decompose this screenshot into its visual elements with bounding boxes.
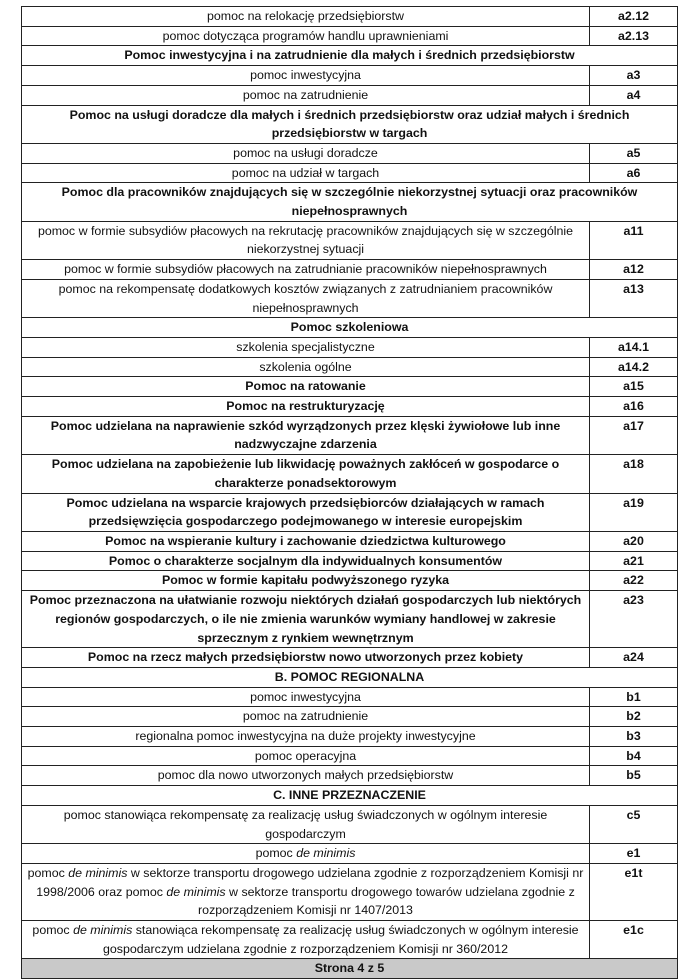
document-page bbox=[21, 6, 677, 979]
aid-description: Pomoc na ratowanie bbox=[22, 377, 590, 397]
aid-description: Pomoc o charakterze socjalnym dla indywidualnych konsumentów bbox=[22, 551, 590, 571]
table-row bbox=[22, 85, 678, 105]
aid-code: e1t bbox=[590, 863, 678, 920]
table-row bbox=[22, 531, 678, 551]
aid-description: pomoc dotycząca programów handlu uprawnieniami bbox=[22, 26, 590, 46]
table-row bbox=[22, 493, 678, 531]
table-row bbox=[22, 571, 678, 591]
section-header: Pomoc szkoleniowa bbox=[22, 318, 678, 338]
aid-description: Pomoc na restrukturyzację bbox=[22, 397, 590, 417]
aid-code: a4 bbox=[590, 85, 678, 105]
table-row bbox=[22, 357, 678, 377]
aid-code: a17 bbox=[590, 416, 678, 454]
aid-code: a24 bbox=[590, 648, 678, 668]
table-row bbox=[22, 805, 678, 843]
aid-description: Pomoc udzielana na wsparcie krajowych przedsiębiorców działających w ramach przedsięwzięcia gospodarczego podejmowanego w interesie europejskim bbox=[22, 493, 590, 531]
table-row bbox=[22, 746, 678, 766]
table-row bbox=[22, 844, 678, 864]
aid-description: pomoc de minimis stanowiąca rekompensatę za realizację usług świadczonych w ogólnym interesie gospodarczym udzielana zgodnie z rozporządzeniem Komisji nr 360/2012 bbox=[22, 921, 590, 959]
aid-code: a15 bbox=[590, 377, 678, 397]
page-number: Strona 4 z 5 bbox=[22, 959, 678, 979]
section-header-row bbox=[22, 183, 678, 221]
aid-description: pomoc de minimis bbox=[22, 844, 590, 864]
aid-description: pomoc w formie subsydiów płacowych na rekrutację pracowników znajdujących się w szczególnie niekorzystnej sytuacji bbox=[22, 221, 590, 259]
aid-code: a14.1 bbox=[590, 337, 678, 357]
aid-code: a23 bbox=[590, 591, 678, 648]
aid-code: b1 bbox=[590, 687, 678, 707]
aid-description: pomoc w formie subsydiów płacowych na zatrudnianie pracowników niepełnosprawnych bbox=[22, 260, 590, 280]
aid-code: a5 bbox=[590, 143, 678, 163]
aid-code: b2 bbox=[590, 707, 678, 727]
aid-code: a2.13 bbox=[590, 26, 678, 46]
table-row bbox=[22, 26, 678, 46]
aid-description: Pomoc udzielana na zapobieżenie lub likwidację poważnych zakłóceń w gospodarce o charakterze ponadsektorowym bbox=[22, 455, 590, 493]
aid-description: Pomoc w formie kapitału podwyższonego ryzyka bbox=[22, 571, 590, 591]
aid-description: Pomoc na rzecz małych przedsiębiorstw nowo utworzonych przez kobiety bbox=[22, 648, 590, 668]
section-header-row bbox=[22, 667, 678, 687]
aid-description: pomoc operacyjna bbox=[22, 746, 590, 766]
table-row bbox=[22, 551, 678, 571]
table-row bbox=[22, 591, 678, 648]
aid-code: b5 bbox=[590, 766, 678, 786]
aid-description: pomoc de minimis w sektorze transportu drogowego udzielana zgodnie z rozporządzeniem Komisji nr 1998/2006 oraz pomoc de minimis w sektorze transportu drogowego towarów udzielana zgodnie z rozporządzeniem Komisji nr 1407/2013 bbox=[22, 863, 590, 920]
aid-description: pomoc dla nowo utworzonych małych przedsiębiorstw bbox=[22, 766, 590, 786]
aid-code: a21 bbox=[590, 551, 678, 571]
table-row bbox=[22, 66, 678, 86]
aid-code: c5 bbox=[590, 805, 678, 843]
section-header: Pomoc inwestycyjna i na zatrudnienie dla małych i średnich przedsiębiorstw bbox=[22, 46, 678, 66]
aid-code: a16 bbox=[590, 397, 678, 417]
aid-code: a20 bbox=[590, 531, 678, 551]
aid-description: szkolenia specjalistyczne bbox=[22, 337, 590, 357]
aid-description: regionalna pomoc inwestycyjna na duże projekty inwestycyjne bbox=[22, 727, 590, 747]
table-row bbox=[22, 260, 678, 280]
section-header: B. POMOC REGIONALNA bbox=[22, 667, 678, 687]
aid-codes-table bbox=[21, 6, 678, 979]
table-row bbox=[22, 921, 678, 959]
aid-code: a18 bbox=[590, 455, 678, 493]
table-row bbox=[22, 863, 678, 920]
section-header-row bbox=[22, 105, 678, 143]
aid-description: Pomoc na wspieranie kultury i zachowanie dziedzictwa kulturowego bbox=[22, 531, 590, 551]
section-header-row bbox=[22, 46, 678, 66]
aid-description: pomoc na relokację przedsiębiorstw bbox=[22, 7, 590, 27]
aid-description: pomoc na zatrudnienie bbox=[22, 85, 590, 105]
aid-code: a11 bbox=[590, 221, 678, 259]
table-row bbox=[22, 727, 678, 747]
table-row bbox=[22, 337, 678, 357]
section-header: Pomoc dla pracowników znajdujących się w szczególnie niekorzystnej sytuacji oraz pracowników niepełnosprawnych bbox=[22, 183, 678, 221]
aid-code: a3 bbox=[590, 66, 678, 86]
table-row bbox=[22, 163, 678, 183]
aid-description: Pomoc udzielana na naprawienie szkód wyrządzonych przez klęski żywiołowe lub inne nadzwyczajne zdarzenia bbox=[22, 416, 590, 454]
aid-description: pomoc na udział w targach bbox=[22, 163, 590, 183]
aid-code: a19 bbox=[590, 493, 678, 531]
section-header-row bbox=[22, 318, 678, 338]
table-row bbox=[22, 707, 678, 727]
aid-code: a14.2 bbox=[590, 357, 678, 377]
aid-code: a13 bbox=[590, 279, 678, 317]
table-row bbox=[22, 766, 678, 786]
section-header: Pomoc na usługi doradcze dla małych i średnich przedsiębiorstw oraz udział małych i średnich przedsiębiorstw w targach bbox=[22, 105, 678, 143]
page-footer-row bbox=[22, 959, 678, 979]
aid-code: a2.12 bbox=[590, 7, 678, 27]
aid-code: a22 bbox=[590, 571, 678, 591]
table-row bbox=[22, 687, 678, 707]
table-row bbox=[22, 143, 678, 163]
table-row bbox=[22, 397, 678, 417]
aid-code: b3 bbox=[590, 727, 678, 747]
aid-description: Pomoc przeznaczona na ułatwianie rozwoju niektórych działań gospodarczych lub niektórych regionów gospodarczych, o ile nie zmienia warunków wymiany handlowej w zakresie sprzecznym z rynkiem wewnętrznym bbox=[22, 591, 590, 648]
aid-description: pomoc inwestycyjna bbox=[22, 66, 590, 86]
aid-description: pomoc na zatrudnienie bbox=[22, 707, 590, 727]
aid-code: a6 bbox=[590, 163, 678, 183]
aid-description: pomoc na rekompensatę dodatkowych kosztów związanych z zatrudnianiem pracowników niepełnosprawnych bbox=[22, 279, 590, 317]
table-row bbox=[22, 7, 678, 27]
table-row bbox=[22, 279, 678, 317]
aid-code: e1 bbox=[590, 844, 678, 864]
section-header: C. INNE PRZEZNACZENIE bbox=[22, 786, 678, 806]
aid-description: pomoc stanowiąca rekompensatę za realizację usług świadczonych w ogólnym interesie gospodarczym bbox=[22, 805, 590, 843]
section-header-row bbox=[22, 786, 678, 806]
table-row bbox=[22, 648, 678, 668]
table-row bbox=[22, 455, 678, 493]
aid-code: a12 bbox=[590, 260, 678, 280]
aid-description: szkolenia ogólne bbox=[22, 357, 590, 377]
aid-code: e1c bbox=[590, 921, 678, 959]
aid-codes-table-body bbox=[22, 7, 678, 979]
aid-description: pomoc inwestycyjna bbox=[22, 687, 590, 707]
table-row bbox=[22, 416, 678, 454]
aid-description: pomoc na usługi doradcze bbox=[22, 143, 590, 163]
table-row bbox=[22, 221, 678, 259]
table-row bbox=[22, 377, 678, 397]
aid-code: b4 bbox=[590, 746, 678, 766]
